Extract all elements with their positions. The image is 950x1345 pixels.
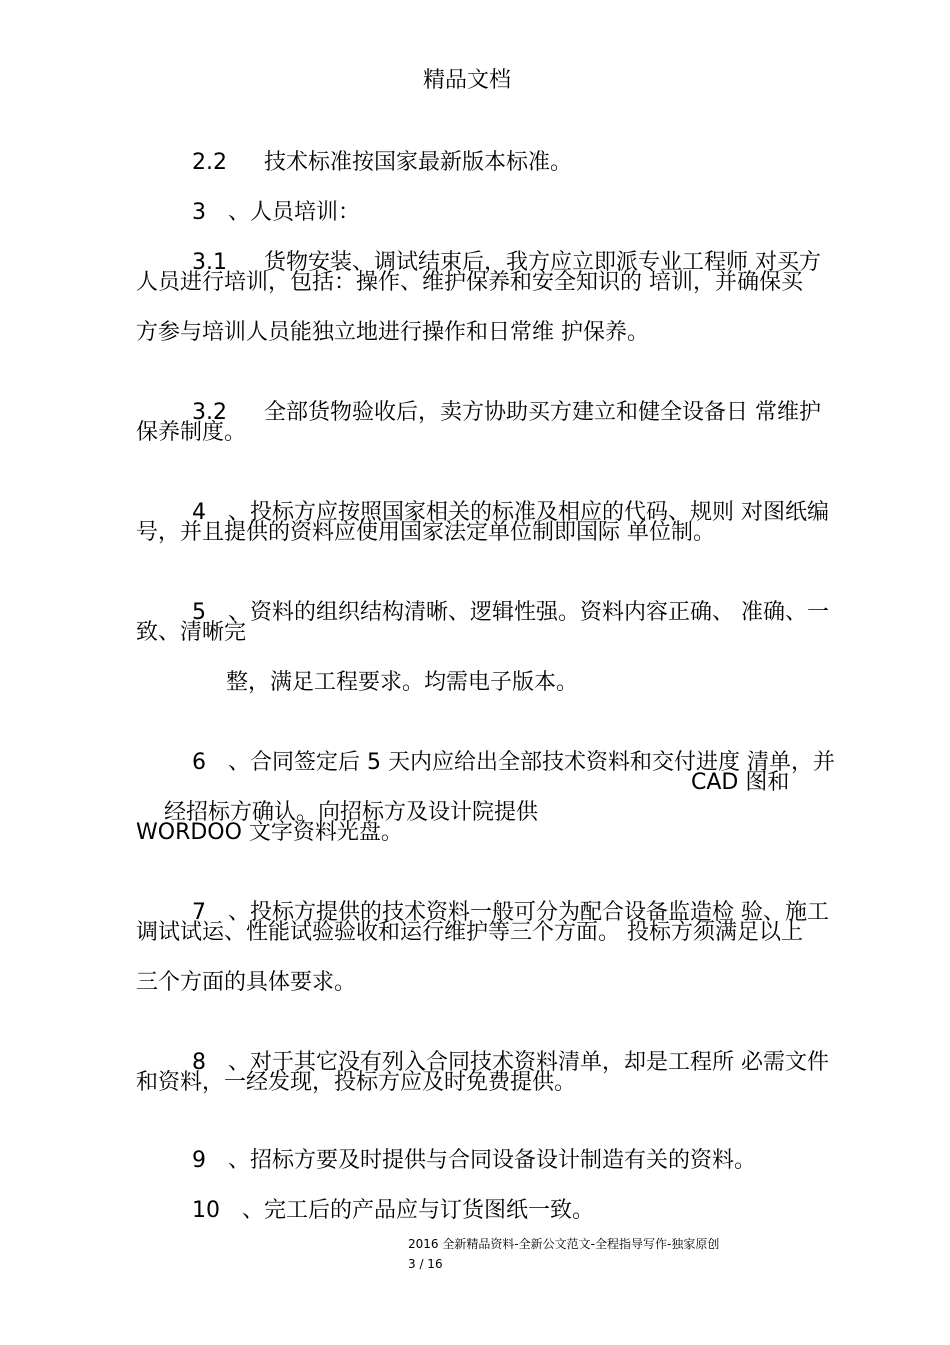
paragraph-line: 人员进行培训，包括：操作、维护保养和安全知识的 培训，并确保买 — [136, 270, 803, 295]
item-number: 7 — [191, 900, 206, 925]
page-header: 精品文档 — [422, 68, 511, 93]
footer-text: 2016 全新精品资料-全新公文范文-全程指导写作-独家原创 — [408, 1237, 720, 1251]
paragraph-line: 号，并且提供的资料应使用国家法定单位制即国际 单位制。 — [136, 520, 715, 545]
paragraph-line: WORDOO 文字资料光盘。 — [136, 820, 403, 845]
paragraph-line: 和资料，一经发现，投标方应及时免费提供。 — [136, 1070, 577, 1095]
item-number: 8 — [191, 1050, 206, 1075]
paragraph-line: 调试试运、性能试验验收和运行维护等三个方面。 投标方须满足以上 — [136, 920, 803, 945]
item-number: 4 — [191, 500, 206, 525]
paragraph-line: 方参与培训人员能独立地进行操作和日常维 护保养。 — [136, 320, 649, 345]
item-number: 3 — [191, 200, 206, 225]
item-number: 2.2 — [191, 150, 227, 175]
paragraph-line: 保养制度。 — [136, 420, 247, 445]
page-number: 3 / 16 — [408, 1257, 443, 1271]
item-number: 3.2 — [191, 400, 227, 425]
item-text: 、招标方要及时提供与合同设备设计制造有关的资料。 — [227, 1148, 756, 1173]
item-number: 10 — [191, 1198, 220, 1223]
item-text: 、对于其它没有列入合同技术资料清单，却是工程所 必需文件 — [227, 1050, 829, 1075]
list-item — [164, 568, 829, 658]
item-text: 、投标方提供的技术资料一般可分为配合设备监造检 验、施工 — [227, 900, 829, 925]
item-text: 货物安装、调试结束后，我方应立即派专业工程师 对买方 — [263, 250, 821, 275]
item-text: 、人员培训： — [227, 200, 360, 225]
paragraph-line: 致、清晰完 — [136, 620, 247, 645]
item-text: 、完工后的产品应与订货图纸一致。 — [241, 1198, 594, 1223]
item-text: 、资料的组织结构清晰、逻辑性强。资料内容正确、 准确、一 — [227, 600, 829, 625]
item-text: 、合同签定后 5 天内应给出全部技术资料和交付进度 清单，并 — [227, 750, 835, 775]
item-text: 全部货物验收后，卖方协助买方建立和健全设备日 常维护 — [263, 400, 821, 425]
paragraph-line: 三个方面的具体要求。 — [136, 970, 357, 995]
item-number: 3.1 — [191, 250, 227, 275]
list-item — [164, 368, 821, 458]
item-text: 经招标方确认。向招标方及设计院提供 — [163, 800, 538, 825]
item-text: 、投标方应按照国家相关的标准及相应的代码、规则 对图纸编 — [227, 500, 829, 525]
paragraph-line-right: CAD 图和 — [691, 770, 790, 795]
item-number: 5 — [191, 600, 206, 625]
item-number: 9 — [191, 1148, 206, 1173]
item-number: 6 — [191, 750, 206, 775]
paragraph-line: 整，满足工程要求。均需电子版本。 — [226, 670, 579, 695]
item-text: 技术标准按国家最新版本标准。 — [263, 150, 572, 175]
